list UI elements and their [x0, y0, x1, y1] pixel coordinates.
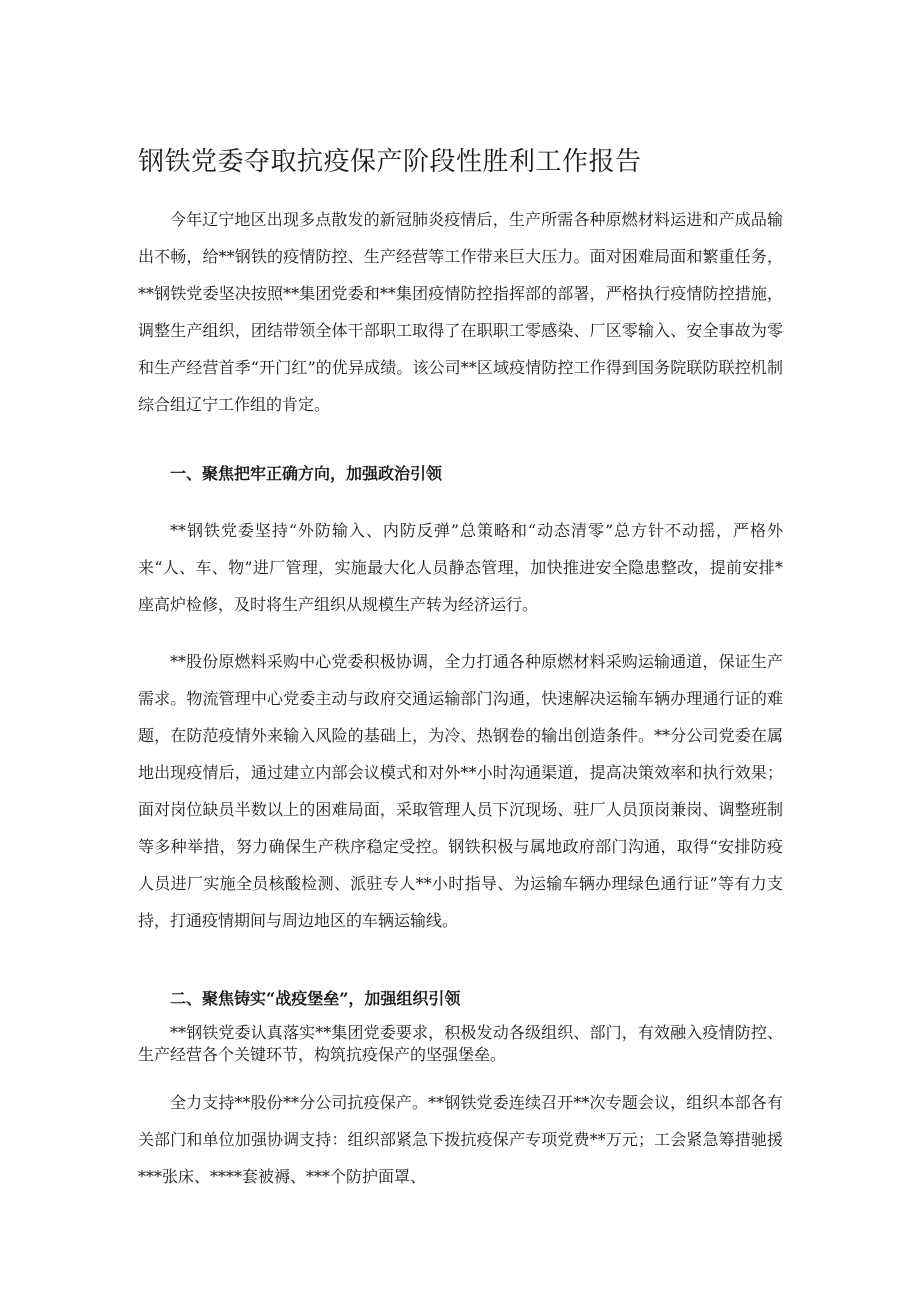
section-1-paragraph: **钢铁党委坚持“外防输入、内防反弹”总策略和“动态清零”总方针不动摇，严格外来“人、车、物”进厂管理，实施最大化人员静态管理，加快推进安全隐患整改，提前安排*座高炉检修，及时将生产组织从规模生产转为经济运行。 [138, 521, 783, 614]
section-2-paragraph: **钢铁党委认真落实**集团党委要求，积极发动各级组织、部门，有效融入疫情防控、生产经营各个关键环节，构筑抗疫保产的坚强堡垒。 [138, 1023, 783, 1064]
section-2-heading: 二、聚焦铸实“战疫堡垒”，加强组织引领 [170, 989, 461, 1008]
intro-paragraph: 今年辽宁地区出现多点散发的新冠肺炎疫情后，生产所需各种原燃材料运进和产成品输出不畅，给**钢铁的疫情防控、生产经营等工作带来巨大压力。面对困难局面和繁重任务，**钢铁党委坚决按照**集团党委和**集团疫情防控指挥部的部署，严格执行疫情防控措施，调整生产组织，团结带领全体干部职工取得了在职职工零感染、厂区零输入、安全事故为零和生产经营首季“开门红”的优异成绩。该公司**区域疫情防控工作得到国务院联防联控机制综合组辽宁工作组的肯定。 [138, 210, 783, 414]
section-1-heading: 一、聚焦把牢正确方向，加强政治引领 [170, 464, 443, 483]
section-2-paragraph: 全力支持**股份**分公司抗疫保产。**钢铁党委连续召开**次专题会议，组织本部各有关部门和单位加强协调支持：组织部紧急下拨抗疫保产专项党费**万元；工会紧急筹措驰援***张床、****套被褥、***个防护面罩、 [138, 1093, 783, 1186]
section-1-paragraph: **股份原燃料采购中心党委积极协调，全力打通各种原燃材料采购运输通道，保证生产需求。物流管理中心党委主动与政府交通运输部门沟通，快速解决运输车辆办理通行证的难题，在防范疫情外来输入风险的基础上，为冷、热钢卷的输出创造条件。**分公司党委在属地出现疫情后，通过建立内部会议模式和对外**小时沟通渠道，提高决策效率和执行效果；面对岗位缺员半数以上的困难局面，采取管理人员下沉现场、驻厂人员顶岗兼岗、调整班制等多种举措，努力确保生产秩序稳定受控。钢铁积极与属地政府部门沟通，取得“安排防疫人员进厂实施全员核酸检测、派驻专人**小时指导、为运输车辆办理绿色通行证”等有力支持，打通疫情期间与周边地区的车辆运输线。 [138, 652, 783, 930]
document-title: 钢铁党委夺取抗疫保产阶段性胜利工作报告 [138, 147, 642, 177]
